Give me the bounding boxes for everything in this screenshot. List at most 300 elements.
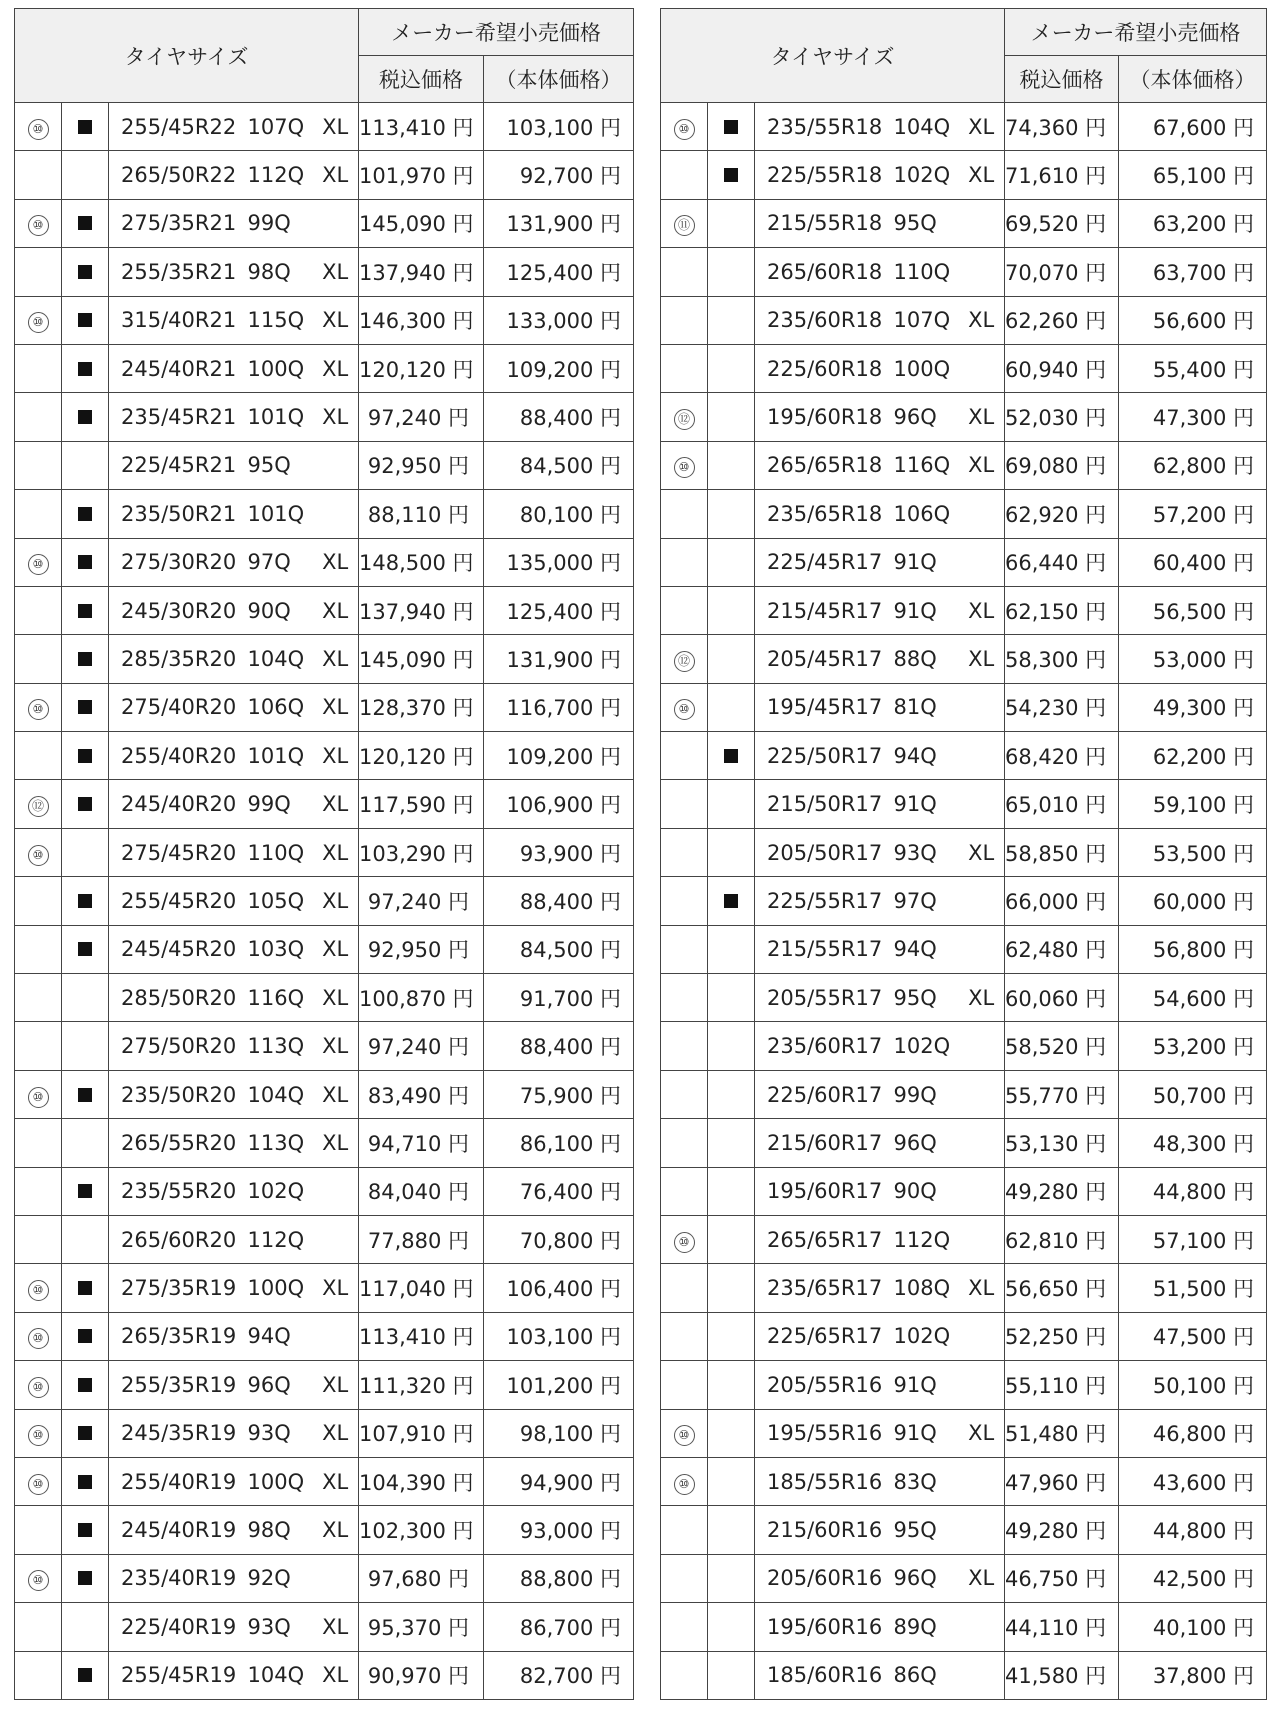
- load-index: 106Q: [247, 695, 305, 720]
- base-price: 55,400 円: [1119, 344, 1267, 392]
- mark-cell: [15, 1264, 62, 1312]
- tire-size: 275/30R20: [121, 550, 237, 575]
- load-index: 104Q: [247, 646, 305, 671]
- size-cell: [755, 1457, 1005, 1505]
- mark-cell: [15, 1457, 62, 1505]
- tire-size: 185/55R16: [767, 1469, 883, 1494]
- tax-included-price: 54,230 円: [1005, 683, 1119, 731]
- xl-flag: XL: [322, 1372, 349, 1397]
- load-index: 112Q: [893, 1227, 951, 1252]
- tire-size: 285/35R20: [121, 646, 237, 671]
- table-row: [15, 1457, 634, 1505]
- black-square-icon: [78, 700, 92, 714]
- tax-included-price: 66,000 円: [1005, 877, 1119, 925]
- table-row: [15, 1070, 634, 1118]
- mark-cell: [661, 151, 708, 199]
- load-index: 98Q: [247, 259, 291, 284]
- table-row: [15, 1603, 634, 1651]
- size-cell: [755, 393, 1005, 441]
- tax-included-price: 46,750 円: [1005, 1554, 1119, 1602]
- tire-size: 225/60R18: [767, 356, 883, 381]
- mark-cell: [15, 1651, 62, 1699]
- size-cell: [109, 296, 359, 344]
- size-cell: [109, 1167, 359, 1215]
- base-price: 53,000 円: [1119, 635, 1267, 683]
- black-square-icon: [78, 1184, 92, 1198]
- size-cell: [109, 1070, 359, 1118]
- tire-size: 225/60R17: [767, 1082, 883, 1107]
- table-row: [661, 248, 1267, 296]
- base-price: 43,600 円: [1119, 1457, 1267, 1505]
- size-cell: [109, 1312, 359, 1360]
- tire-size: 215/45R17: [767, 598, 883, 623]
- base-price: 53,200 円: [1119, 1022, 1267, 1070]
- base-price: 67,600 円: [1119, 103, 1267, 151]
- size-cell: [755, 1361, 1005, 1409]
- square-cell: [62, 1312, 109, 1360]
- mark-cell: [661, 1167, 708, 1215]
- load-index: 106Q: [893, 501, 951, 526]
- circle-number-icon: ⑩: [28, 119, 49, 140]
- size-cell: [109, 1603, 359, 1651]
- tax-included-price: 100,870 円: [359, 974, 484, 1022]
- size-cell: [109, 393, 359, 441]
- black-square-icon: [78, 1426, 92, 1440]
- load-index: 101Q: [247, 501, 305, 526]
- load-index: 97Q: [893, 888, 937, 913]
- base-price: 56,600 円: [1119, 296, 1267, 344]
- tax-included-price: 94,710 円: [359, 1119, 484, 1167]
- mark-cell: [661, 1361, 708, 1409]
- size-cell: [109, 732, 359, 780]
- tire-size: 195/55R16: [767, 1421, 883, 1446]
- table-row: [661, 1312, 1267, 1360]
- table-row: [15, 538, 634, 586]
- base-price: 93,000 円: [484, 1506, 634, 1554]
- square-cell: [62, 344, 109, 392]
- load-index: 108Q: [893, 1276, 951, 1301]
- base-price: 56,800 円: [1119, 925, 1267, 973]
- load-index: 101Q: [247, 743, 305, 768]
- table-row: [15, 1651, 634, 1699]
- load-index: 94Q: [247, 1324, 291, 1349]
- tire-size: 255/40R19: [121, 1469, 237, 1494]
- base-price: 60,000 円: [1119, 877, 1267, 925]
- black-square-icon: [724, 894, 738, 908]
- black-square-icon: [78, 797, 92, 811]
- square-cell: [62, 877, 109, 925]
- size-cell: [109, 1409, 359, 1457]
- xl-flag: XL: [322, 163, 349, 188]
- black-square-icon: [78, 410, 92, 424]
- tax-included-price: 62,810 円: [1005, 1215, 1119, 1263]
- tire-size: 265/60R20: [121, 1227, 237, 1252]
- size-cell: [755, 441, 1005, 489]
- table-row: [661, 393, 1267, 441]
- size-cell: [755, 1651, 1005, 1699]
- tax-included-price: 49,280 円: [1005, 1506, 1119, 1554]
- load-index: 100Q: [893, 356, 951, 381]
- tire-size: 225/45R17: [767, 550, 883, 575]
- tax-included-price: 120,120 円: [359, 732, 484, 780]
- table-row: [661, 103, 1267, 151]
- load-index: 112Q: [247, 163, 305, 188]
- base-price: 93,900 円: [484, 828, 634, 876]
- base-price: 60,400 円: [1119, 538, 1267, 586]
- tire-size: 235/65R18: [767, 501, 883, 526]
- table-row: [15, 1554, 634, 1602]
- xl-flag: XL: [322, 259, 349, 284]
- load-index: 100Q: [247, 356, 305, 381]
- square-cell: [708, 490, 755, 538]
- square-cell: [708, 586, 755, 634]
- size-cell: [109, 248, 359, 296]
- load-index: 86Q: [893, 1663, 937, 1688]
- table-row: [15, 974, 634, 1022]
- size-cell: [109, 1361, 359, 1409]
- base-price: 103,100 円: [484, 1312, 634, 1360]
- table-row: [661, 1603, 1267, 1651]
- xl-flag: XL: [322, 1663, 349, 1688]
- size-cell: [755, 344, 1005, 392]
- xl-flag: XL: [322, 840, 349, 865]
- circle-number-icon: ⑩: [28, 699, 49, 720]
- square-cell: [708, 1312, 755, 1360]
- xl-flag: XL: [968, 114, 995, 139]
- mark-cell: [661, 1554, 708, 1602]
- tire-size: 245/45R20: [121, 937, 237, 962]
- square-cell: [708, 1215, 755, 1263]
- mark-cell: [661, 1022, 708, 1070]
- square-cell: [708, 151, 755, 199]
- base-price: 91,700 円: [484, 974, 634, 1022]
- square-cell: [62, 151, 109, 199]
- mark-cell: [15, 732, 62, 780]
- base-price: 103,100 円: [484, 103, 634, 151]
- square-cell: [708, 199, 755, 247]
- size-cell: [755, 925, 1005, 973]
- load-index: 91Q: [893, 1372, 937, 1397]
- size-cell: [755, 877, 1005, 925]
- mark-cell: [661, 1603, 708, 1651]
- table-row: [661, 1457, 1267, 1505]
- base-price: 76,400 円: [484, 1167, 634, 1215]
- xl-flag: XL: [322, 985, 349, 1010]
- header-tax-included: 税込価格: [1005, 56, 1119, 103]
- xl-flag: XL: [322, 1421, 349, 1446]
- circle-number-icon: ⑩: [28, 1425, 49, 1446]
- mark-cell: [15, 1361, 62, 1409]
- tax-included-price: 49,280 円: [1005, 1167, 1119, 1215]
- square-cell: [62, 296, 109, 344]
- square-cell: [62, 1167, 109, 1215]
- base-price: 84,500 円: [484, 441, 634, 489]
- base-price: 86,100 円: [484, 1119, 634, 1167]
- xl-flag: XL: [968, 453, 995, 478]
- tax-included-price: 97,240 円: [359, 1022, 484, 1070]
- xl-flag: XL: [322, 1034, 349, 1059]
- base-price: 62,200 円: [1119, 732, 1267, 780]
- xl-flag: XL: [968, 1276, 995, 1301]
- square-cell: [708, 1554, 755, 1602]
- size-cell: [109, 683, 359, 731]
- size-cell: [109, 538, 359, 586]
- tax-included-price: 51,480 円: [1005, 1409, 1119, 1457]
- table-row: [661, 925, 1267, 973]
- load-index: 94Q: [893, 743, 937, 768]
- tire-size: 275/35R19: [121, 1276, 237, 1301]
- square-cell: [62, 1215, 109, 1263]
- square-cell: [62, 393, 109, 441]
- table-row: [661, 441, 1267, 489]
- tax-included-price: 145,090 円: [359, 635, 484, 683]
- tire-size: 215/50R17: [767, 792, 883, 817]
- square-cell: [62, 248, 109, 296]
- load-index: 96Q: [893, 405, 937, 430]
- xl-flag: XL: [968, 840, 995, 865]
- table-row: [661, 828, 1267, 876]
- mark-cell: [15, 1554, 62, 1602]
- tire-size: 225/40R19: [121, 1614, 237, 1639]
- circle-number-icon: ⑩: [28, 1570, 49, 1591]
- mark-cell: [15, 248, 62, 296]
- base-price: 131,900 円: [484, 199, 634, 247]
- size-cell: [755, 780, 1005, 828]
- tire-size: 265/60R18: [767, 259, 883, 284]
- base-price: 44,800 円: [1119, 1167, 1267, 1215]
- tax-included-price: 137,940 円: [359, 586, 484, 634]
- tax-included-price: 55,770 円: [1005, 1070, 1119, 1118]
- mark-cell: [15, 780, 62, 828]
- load-index: 110Q: [893, 259, 951, 284]
- circle-number-icon: ⑩: [674, 1232, 695, 1253]
- square-cell: [708, 1603, 755, 1651]
- table-row: [661, 635, 1267, 683]
- size-cell: [755, 1119, 1005, 1167]
- header-msrp: メーカー希望小売価格: [359, 9, 634, 56]
- table-row: [661, 1506, 1267, 1554]
- size-cell: [109, 1215, 359, 1263]
- table-row: [15, 1167, 634, 1215]
- load-index: 104Q: [247, 1663, 305, 1688]
- size-cell: [755, 1167, 1005, 1215]
- size-cell: [109, 199, 359, 247]
- table-row: [661, 974, 1267, 1022]
- base-price: 75,900 円: [484, 1070, 634, 1118]
- size-cell: [109, 877, 359, 925]
- black-square-icon: [78, 1668, 92, 1682]
- black-square-icon: [78, 120, 92, 134]
- tax-included-price: 56,650 円: [1005, 1264, 1119, 1312]
- tax-included-price: 113,410 円: [359, 1312, 484, 1360]
- tax-included-price: 68,420 円: [1005, 732, 1119, 780]
- base-price: 63,700 円: [1119, 248, 1267, 296]
- table-row: [15, 1361, 634, 1409]
- size-cell: [109, 1022, 359, 1070]
- base-price: 70,800 円: [484, 1215, 634, 1263]
- tire-size: 265/35R19: [121, 1324, 237, 1349]
- load-index: 99Q: [247, 792, 291, 817]
- tax-included-price: 53,130 円: [1005, 1119, 1119, 1167]
- tax-included-price: 52,030 円: [1005, 393, 1119, 441]
- table-row: [661, 732, 1267, 780]
- load-index: 95Q: [893, 211, 937, 236]
- tax-included-price: 146,300 円: [359, 296, 484, 344]
- table-row: [15, 586, 634, 634]
- square-cell: [708, 1119, 755, 1167]
- black-square-icon: [78, 1281, 92, 1295]
- load-index: 90Q: [893, 1179, 937, 1204]
- mark-cell: [661, 974, 708, 1022]
- size-cell: [755, 296, 1005, 344]
- base-price: 50,700 円: [1119, 1070, 1267, 1118]
- mark-cell: [661, 1119, 708, 1167]
- tire-size: 185/60R16: [767, 1663, 883, 1688]
- mark-cell: [15, 538, 62, 586]
- table-row: [15, 199, 634, 247]
- black-square-icon: [78, 749, 92, 763]
- square-cell: [708, 877, 755, 925]
- table-row: [15, 925, 634, 973]
- black-square-icon: [78, 1329, 92, 1343]
- square-cell: [708, 1409, 755, 1457]
- tire-size: 265/65R17: [767, 1227, 883, 1252]
- table-row: [15, 1506, 634, 1554]
- tire-size: 315/40R21: [121, 308, 237, 333]
- mark-cell: [15, 1409, 62, 1457]
- tire-size: 215/55R18: [767, 211, 883, 236]
- price-table-left: [14, 8, 634, 1700]
- xl-flag: XL: [322, 356, 349, 381]
- tire-size: 195/60R17: [767, 1179, 883, 1204]
- table-row: [661, 1167, 1267, 1215]
- black-square-icon: [78, 1523, 92, 1537]
- black-square-icon: [78, 1378, 92, 1392]
- table-row: [661, 1264, 1267, 1312]
- base-price: 51,500 円: [1119, 1264, 1267, 1312]
- load-index: 116Q: [893, 453, 951, 478]
- tax-included-price: 65,010 円: [1005, 780, 1119, 828]
- table-row: [661, 586, 1267, 634]
- table-row: [661, 344, 1267, 392]
- load-index: 81Q: [893, 695, 937, 720]
- xl-flag: XL: [322, 695, 349, 720]
- size-cell: [755, 635, 1005, 683]
- tire-size: 205/55R17: [767, 985, 883, 1010]
- load-index: 89Q: [893, 1614, 937, 1639]
- tire-size: 275/35R21: [121, 211, 237, 236]
- circle-number-icon: ⑩: [28, 845, 49, 866]
- circle-number-icon: ⑩: [674, 699, 695, 720]
- tax-included-price: 103,290 円: [359, 828, 484, 876]
- size-cell: [755, 1022, 1005, 1070]
- tire-size: 225/50R17: [767, 743, 883, 768]
- tire-size: 235/55R18: [767, 114, 883, 139]
- mark-cell: [15, 635, 62, 683]
- base-price: 106,900 円: [484, 780, 634, 828]
- tire-size: 215/55R17: [767, 937, 883, 962]
- base-price: 46,800 円: [1119, 1409, 1267, 1457]
- xl-flag: XL: [968, 598, 995, 623]
- mark-cell: [15, 586, 62, 634]
- tire-size: 255/45R22: [121, 114, 237, 139]
- table-row: [15, 344, 634, 392]
- tire-size: 235/50R20: [121, 1082, 237, 1107]
- mark-cell: [661, 780, 708, 828]
- size-cell: [755, 732, 1005, 780]
- base-price: 125,400 円: [484, 586, 634, 634]
- square-cell: [708, 925, 755, 973]
- size-cell: [109, 151, 359, 199]
- table-row: [15, 490, 634, 538]
- header-msrp: メーカー希望小売価格: [1005, 9, 1267, 56]
- table-row: [661, 1070, 1267, 1118]
- size-cell: [755, 248, 1005, 296]
- header-base-price: （本体価格）: [1119, 56, 1267, 103]
- header-tire-size: タイヤサイズ: [15, 9, 359, 103]
- mark-cell: [15, 828, 62, 876]
- table-row: [661, 1361, 1267, 1409]
- circle-number-icon: ⑩: [28, 554, 49, 575]
- base-price: 57,200 円: [1119, 490, 1267, 538]
- square-cell: [62, 1264, 109, 1312]
- square-cell: [708, 1070, 755, 1118]
- load-index: 98Q: [247, 1518, 291, 1543]
- xl-flag: XL: [968, 163, 995, 188]
- xl-flag: XL: [322, 114, 349, 139]
- tax-included-price: 44,110 円: [1005, 1603, 1119, 1651]
- load-index: 104Q: [893, 114, 951, 139]
- mark-cell: [15, 877, 62, 925]
- mark-cell: [661, 199, 708, 247]
- tire-size: 255/45R19: [121, 1663, 237, 1688]
- tire-size: 215/60R16: [767, 1518, 883, 1543]
- tax-included-price: 97,240 円: [359, 393, 484, 441]
- tax-included-price: 62,480 円: [1005, 925, 1119, 973]
- table-row: [15, 635, 634, 683]
- circle-number-icon: ⑩: [28, 215, 49, 236]
- tax-included-price: 113,410 円: [359, 103, 484, 151]
- price-table-right: [660, 8, 1267, 1700]
- circle-number-icon: ⑩: [28, 1377, 49, 1398]
- table-row: [661, 780, 1267, 828]
- base-price: 109,200 円: [484, 732, 634, 780]
- square-cell: [62, 1603, 109, 1651]
- load-index: 102Q: [893, 1034, 951, 1059]
- load-index: 91Q: [893, 550, 937, 575]
- table-row: [15, 296, 634, 344]
- load-index: 102Q: [893, 1324, 951, 1349]
- mark-cell: [661, 1506, 708, 1554]
- load-index: 92Q: [247, 1566, 291, 1591]
- square-cell: [62, 538, 109, 586]
- square-cell: [708, 974, 755, 1022]
- base-price: 88,400 円: [484, 877, 634, 925]
- tax-included-price: 84,040 円: [359, 1167, 484, 1215]
- mark-cell: [15, 103, 62, 151]
- tire-size: 275/45R20: [121, 840, 237, 865]
- tax-included-price: 92,950 円: [359, 925, 484, 973]
- square-cell: [62, 1022, 109, 1070]
- xl-flag: XL: [968, 405, 995, 430]
- table-row: [15, 1409, 634, 1457]
- black-square-icon: [78, 942, 92, 956]
- table-row: [661, 1119, 1267, 1167]
- xl-flag: XL: [322, 1469, 349, 1494]
- circle-number-icon: ⑩: [28, 1328, 49, 1349]
- square-cell: [62, 1457, 109, 1505]
- size-cell: [109, 1119, 359, 1167]
